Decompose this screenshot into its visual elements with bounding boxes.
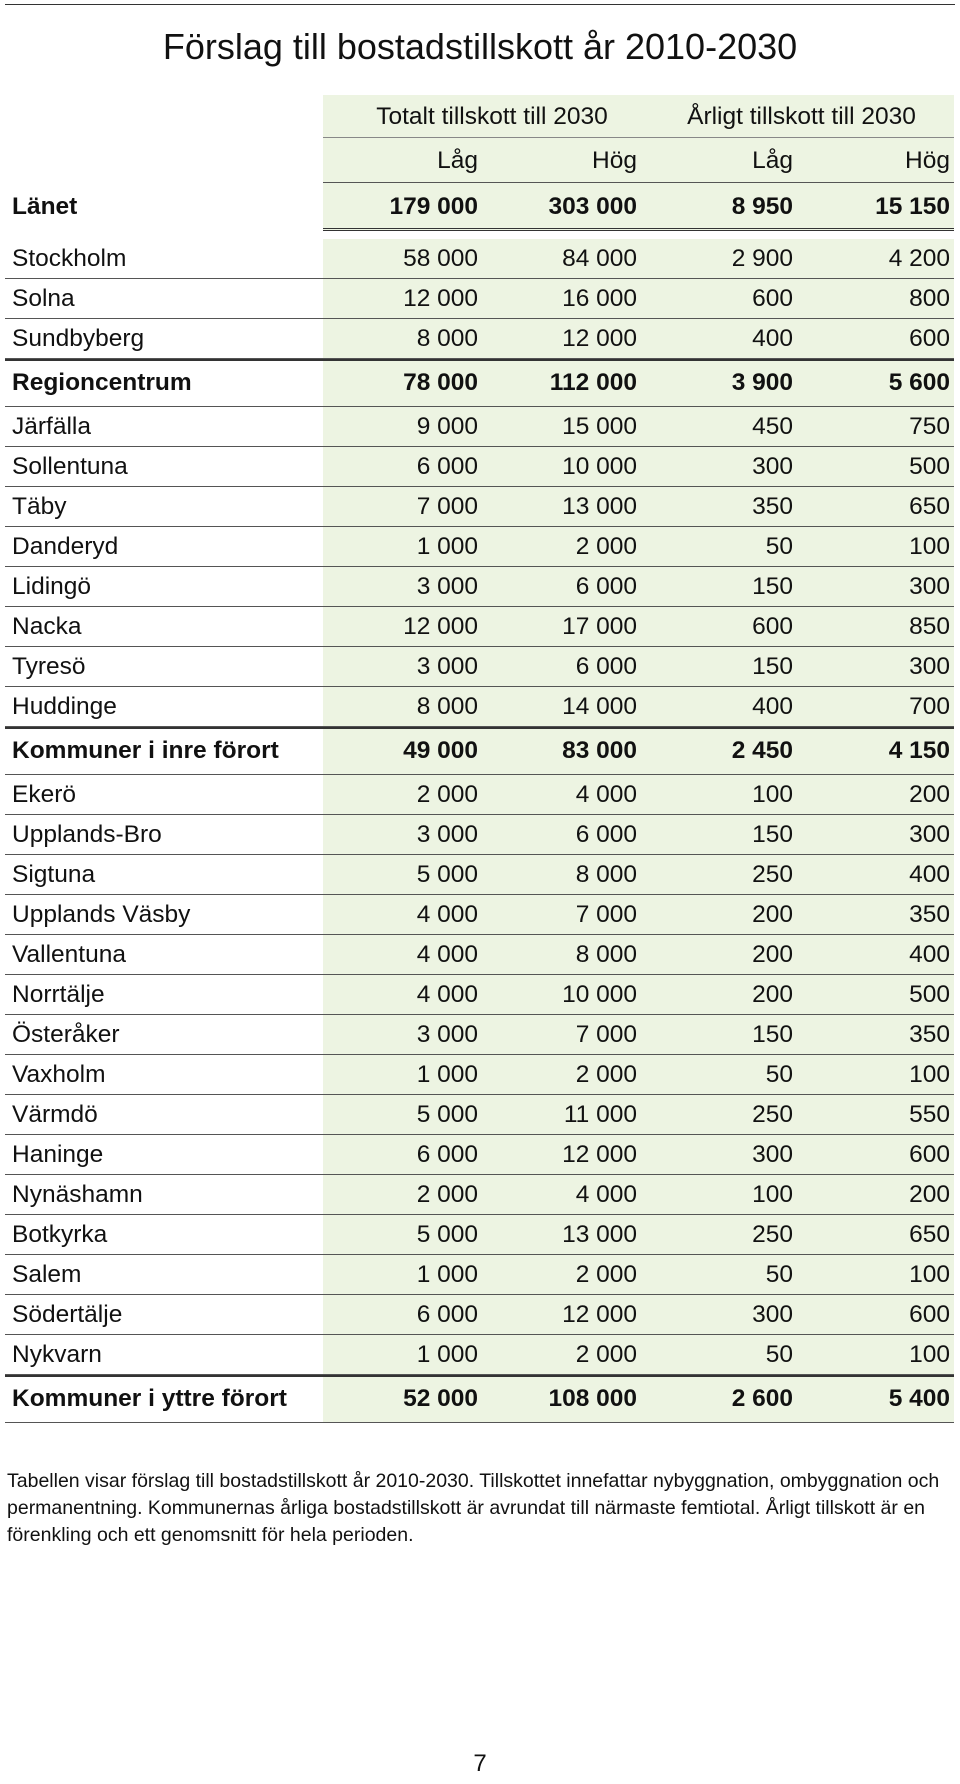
municipality-name: Stockholm [12,245,127,272]
value-cell: 6 000 [416,1141,478,1168]
summary-name: Kommuner i yttre förort [12,1385,287,1412]
value-cell: 17 000 [562,613,637,640]
municipality-name: Botkyrka [12,1221,108,1248]
municipality-name: Upplands-Bro [12,821,162,848]
table-row [5,1015,954,1055]
value-cell: 700 [909,693,950,720]
value-cell: 150 [752,573,793,600]
value-cell: 5 000 [416,1221,478,1248]
value-cell: 11 000 [563,1101,637,1128]
summary-row [5,1375,954,1423]
value-cell: 1 000 [416,1061,478,1088]
municipality-name: Södertälje [12,1301,123,1328]
value-cell: 50 [765,533,793,560]
header-annual-group: Årligt tillskott till 2030 [687,102,916,130]
municipality-name: Tyresö [12,653,86,680]
header-total-high: Hög [592,146,637,174]
summary-row [5,727,954,775]
value-cell: 5 000 [416,861,478,888]
value-cell: 250 [752,1221,793,1248]
value-cell: 400 [752,325,793,352]
table-row [5,975,954,1015]
value-cell: 600 [909,1301,950,1328]
value-cell: 2 000 [575,1261,637,1288]
municipality-name: Sigtuna [12,861,96,888]
table-row [5,447,954,487]
value-cell: 12 000 [562,1141,637,1168]
value-cell: 100 [752,781,793,808]
summary-name: Regioncentrum [12,369,192,396]
value-cell: 350 [909,901,950,928]
table-row [5,1335,954,1375]
value-cell: 52 000 [403,1385,478,1412]
municipality-name: Täby [12,493,67,520]
table-row [5,527,954,567]
total-value: 303 000 [548,193,637,220]
value-cell: 49 000 [403,737,478,764]
value-cell: 750 [909,413,950,440]
municipality-name: Lidingö [12,573,92,600]
table-row [5,1055,954,1095]
value-cell: 1 000 [416,533,478,560]
value-cell: 600 [752,285,793,312]
municipality-name: Nykvarn [12,1341,102,1368]
value-cell: 100 [909,1061,950,1088]
table-row [5,407,954,447]
value-cell: 4 150 [888,737,950,764]
value-cell: 400 [909,941,950,968]
value-cell: 10 000 [562,981,637,1008]
value-cell: 5 400 [888,1385,950,1412]
value-cell: 2 000 [416,1181,478,1208]
table-row [5,935,954,975]
value-cell: 7 000 [575,1021,637,1048]
municipality-name: Sundbyberg [12,325,145,352]
value-cell: 850 [909,613,950,640]
value-cell: 2 000 [575,1061,637,1088]
value-cell: 300 [909,653,950,680]
value-cell: 350 [752,493,793,520]
value-cell: 12 000 [562,1301,637,1328]
summary-name: Kommuner i inre förort [12,737,279,764]
header-total-group: Totalt tillskott till 2030 [376,102,608,130]
value-cell: 6 000 [575,573,637,600]
value-cell: 8 000 [416,693,478,720]
value-cell: 4 000 [575,1181,637,1208]
municipality-name: Österåker [12,1021,120,1048]
table-row [5,279,954,319]
total-value: 15 150 [875,193,950,220]
value-cell: 600 [909,1141,950,1168]
value-cell: 150 [752,1021,793,1048]
value-cell: 2 000 [575,533,637,560]
summary-row [5,359,954,407]
value-cell: 3 900 [731,369,793,396]
value-cell: 8 000 [575,861,637,888]
value-cell: 50 [765,1341,793,1368]
table-row [5,775,954,815]
value-cell: 4 000 [416,901,478,928]
value-cell: 300 [752,453,793,480]
municipality-name: Huddinge [12,693,117,720]
value-cell: 3 000 [416,573,478,600]
table-row [5,687,954,727]
table-row [5,855,954,895]
header-annual-high: Hög [905,146,950,174]
table-row [5,607,954,647]
table-row [5,567,954,607]
value-cell: 350 [909,1021,950,1048]
municipality-name: Danderyd [12,533,119,560]
value-cell: 200 [752,941,793,968]
value-cell: 550 [909,1101,950,1128]
value-cell: 250 [752,1101,793,1128]
municipality-name: Upplands Väsby [12,901,191,928]
municipality-name: Vaxholm [12,1061,106,1088]
value-cell: 4 200 [888,245,950,272]
value-cell: 1 000 [416,1341,478,1368]
municipality-name: Solna [12,285,75,312]
table-row [5,1135,954,1175]
municipality-name: Sollentuna [12,453,128,480]
value-cell: 2 000 [416,781,478,808]
value-cell: 4 000 [416,981,478,1008]
value-cell: 83 000 [562,737,637,764]
value-cell: 6 000 [575,821,637,848]
value-cell: 500 [909,453,950,480]
table-row [5,895,954,935]
value-cell: 15 000 [562,413,637,440]
value-cell: 200 [752,981,793,1008]
table-row [5,1295,954,1335]
value-cell: 450 [752,413,793,440]
value-cell: 2 000 [575,1341,637,1368]
value-cell: 5 000 [416,1101,478,1128]
municipality-name: Salem [12,1261,82,1288]
table-row [5,815,954,855]
municipality-name: Norrtälje [12,981,105,1008]
value-cell: 58 000 [403,245,478,272]
value-cell: 100 [909,1261,950,1288]
value-cell: 3 000 [416,653,478,680]
total-name: Länet [12,193,78,220]
value-cell: 400 [909,861,950,888]
value-cell: 200 [909,1181,950,1208]
table-row [5,1255,954,1295]
value-cell: 250 [752,861,793,888]
value-cell: 100 [909,1341,950,1368]
footnote: Tabellen visar förslag till bostadstillskott år 2010-2030. Tillskottet innefattar nybyggnation, ombyggnation och permanentning. Kommunernas årliga bostadstillskott är avrundat till närmaste femtiotal. Årligt tillskott är en förenkling och ett genomsnitt för hela perioden. [7,1470,940,1546]
page-title: Förslag till bostadstillskott år 2010-2030 [162,26,798,67]
table-row [5,319,954,359]
header-total-low: Låg [437,146,478,174]
table-row [5,487,954,527]
value-cell: 600 [909,325,950,352]
value-cell: 8 000 [575,941,637,968]
total-value: 179 000 [389,193,478,220]
table-row [5,1095,954,1135]
value-cell: 150 [752,821,793,848]
municipality-name: Värmdö [12,1101,98,1128]
value-cell: 78 000 [403,369,478,396]
total-row [5,183,954,231]
value-cell: 4 000 [416,941,478,968]
value-cell: 5 600 [888,369,950,396]
value-cell: 6 000 [575,653,637,680]
value-cell: 100 [909,533,950,560]
value-cell: 4 000 [575,781,637,808]
value-cell: 500 [909,981,950,1008]
value-cell: 300 [752,1141,793,1168]
municipality-name: Haninge [12,1141,104,1168]
value-cell: 14 000 [562,693,637,720]
value-cell: 13 000 [562,1221,637,1248]
value-cell: 400 [752,693,793,720]
value-cell: 2 600 [731,1385,793,1412]
value-cell: 800 [909,285,950,312]
municipality-name: Nynäshamn [12,1181,143,1208]
value-cell: 12 000 [562,325,637,352]
total-value: 8 950 [731,193,793,220]
value-cell: 650 [909,493,950,520]
page-number: 7 [473,1750,487,1777]
value-cell: 2 450 [731,737,793,764]
header-row-sub [5,138,954,183]
value-cell: 16 000 [562,285,637,312]
value-cell: 108 000 [548,1385,637,1412]
municipality-name: Ekerö [12,781,77,808]
value-cell: 9 000 [416,413,478,440]
value-cell: 200 [752,901,793,928]
value-cell: 50 [765,1061,793,1088]
value-cell: 300 [909,573,950,600]
value-cell: 150 [752,653,793,680]
municipality-name: Nacka [12,613,82,640]
header-annual-low: Låg [752,146,793,174]
housing-table [5,95,954,1423]
value-cell: 6 000 [416,1301,478,1328]
value-cell: 12 000 [403,613,478,640]
value-cell: 100 [752,1181,793,1208]
value-cell: 3 000 [416,1021,478,1048]
value-cell: 6 000 [416,453,478,480]
value-cell: 7 000 [575,901,637,928]
value-cell: 600 [752,613,793,640]
table-body [5,239,954,1423]
value-cell: 12 000 [403,285,478,312]
value-cell: 8 000 [416,325,478,352]
value-cell: 300 [752,1301,793,1328]
municipality-name: Järfälla [12,413,91,440]
value-cell: 112 000 [549,369,637,396]
municipality-name: Vallentuna [12,941,126,968]
value-cell: 2 900 [731,245,793,272]
table-row [5,1215,954,1255]
header-row-groups [5,95,954,138]
value-cell: 10 000 [562,453,637,480]
value-cell: 650 [909,1221,950,1248]
value-cell: 7 000 [416,493,478,520]
table-row [5,647,954,687]
value-cell: 50 [765,1261,793,1288]
value-cell: 200 [909,781,950,808]
value-cell: 13 000 [562,493,637,520]
table-row [5,239,954,279]
value-cell: 84 000 [562,245,637,272]
value-cell: 3 000 [416,821,478,848]
value-cell: 300 [909,821,950,848]
table-row [5,1175,954,1215]
top-rule [5,4,955,5]
value-cell: 1 000 [416,1261,478,1288]
